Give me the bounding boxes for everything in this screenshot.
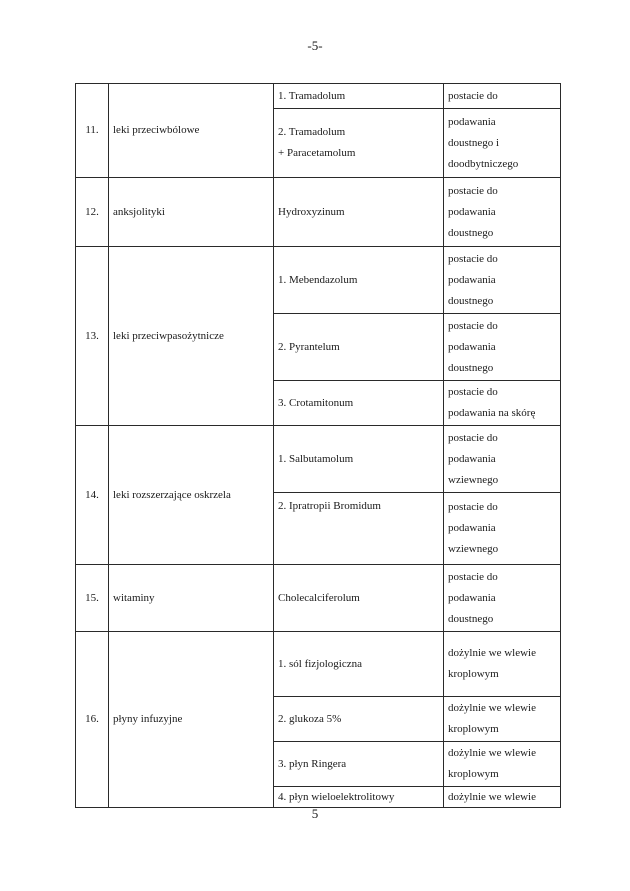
form-line: podawania — [448, 522, 496, 534]
form-line: postacie do — [448, 252, 498, 265]
form-cell — [444, 697, 561, 742]
row-number: 12. — [76, 178, 109, 247]
row-number: 14. — [76, 426, 109, 565]
table-row — [76, 632, 561, 697]
substance-cell: 2. Ipratropii Bromidum — [274, 493, 444, 565]
drug-group: płyny infuzyjne — [109, 632, 274, 808]
table-row — [76, 84, 561, 109]
drug-group: leki rozszerzające oskrzela — [109, 426, 274, 565]
form-line: postacie do — [448, 431, 498, 444]
form-line: wziewnego — [448, 543, 499, 555]
form-line: podawania — [448, 591, 496, 604]
form-line: podawania — [448, 452, 496, 465]
form-cell — [444, 493, 561, 565]
form-line: doustnego — [448, 612, 494, 625]
substance-cell: Hydroxyzinum — [274, 178, 444, 247]
form-line: podawania — [448, 205, 496, 218]
substance-cell: 1. sól fizjologiczna — [274, 632, 444, 697]
row-number: 16. — [76, 632, 109, 808]
form-line: dożylnie we wlewie — [448, 747, 536, 759]
form-line: doustnego — [448, 226, 494, 239]
substance-line: 2. Tramadolum — [278, 126, 346, 138]
substance-cell: 4. płyn wieloelektrolitowy — [274, 787, 444, 808]
form-line: kroplowym — [448, 668, 499, 680]
drug-table — [75, 83, 561, 808]
page-header-marker: -5- — [307, 38, 323, 53]
table-row — [76, 247, 561, 314]
drug-group: leki przeciwpasożytnicze — [109, 247, 274, 426]
form-cell — [444, 426, 561, 493]
drug-group: anksjolityki — [109, 178, 274, 247]
row-number: 13. — [76, 247, 109, 426]
table-row — [76, 565, 561, 632]
form-cell: dożylnie we wlewie — [444, 787, 561, 808]
form-cell — [444, 178, 561, 247]
substance-cell: 3. płyn Ringera — [274, 742, 444, 787]
row-number: 15. — [76, 565, 109, 632]
form-line: doodbytniczego — [448, 157, 519, 170]
form-line: doustnego — [448, 294, 494, 307]
form-line: podawania — [448, 273, 496, 286]
form-cell — [444, 247, 561, 314]
table-row — [76, 178, 561, 247]
form-cell — [444, 632, 561, 697]
form-line: doustnego i — [448, 136, 500, 149]
form-line: dożylnie we wlewie — [448, 647, 536, 659]
form-line: podawania — [448, 340, 496, 353]
form-line: kroplowym — [448, 768, 499, 780]
form-cell — [444, 109, 561, 178]
substance-cell: 2. Pyrantelum — [274, 314, 444, 381]
substance-line: + Paracetamolum — [278, 147, 356, 159]
form-line: postacie do — [448, 184, 498, 197]
form-line: podawania — [448, 115, 496, 128]
row-number: 11. — [76, 84, 109, 178]
form-line: postacie do — [448, 319, 498, 332]
drug-group: leki przeciwbólowe — [109, 84, 274, 178]
table-row — [76, 426, 561, 493]
substance-cell: 2. glukoza 5% — [274, 697, 444, 742]
form-cell: postacie do — [444, 84, 561, 109]
form-line: wziewnego — [448, 473, 499, 486]
form-line: kroplowym — [448, 723, 499, 735]
form-cell — [444, 565, 561, 632]
form-cell — [444, 381, 561, 426]
page-number: 5 — [311, 806, 319, 821]
form-cell — [444, 314, 561, 381]
form-line: doustnego — [448, 361, 494, 374]
substance-cell — [274, 109, 444, 178]
drug-group: witaminy — [109, 565, 274, 632]
form-line: dożylnie we wlewie — [448, 702, 536, 714]
form-cell — [444, 742, 561, 787]
substance-cell: 3. Crotamitonum — [274, 381, 444, 426]
substance-cell: 1. Tramadolum — [274, 84, 444, 109]
substance-cell: Cholecalciferolum — [274, 565, 444, 632]
form-line: postacie do — [448, 501, 498, 513]
substance-cell: 1. Mebendazolum — [274, 247, 444, 314]
form-line: podawania na skórę — [448, 407, 536, 419]
form-line: postacie do — [448, 570, 498, 583]
form-line: postacie do — [448, 386, 498, 398]
substance-cell: 1. Salbutamolum — [274, 426, 444, 493]
